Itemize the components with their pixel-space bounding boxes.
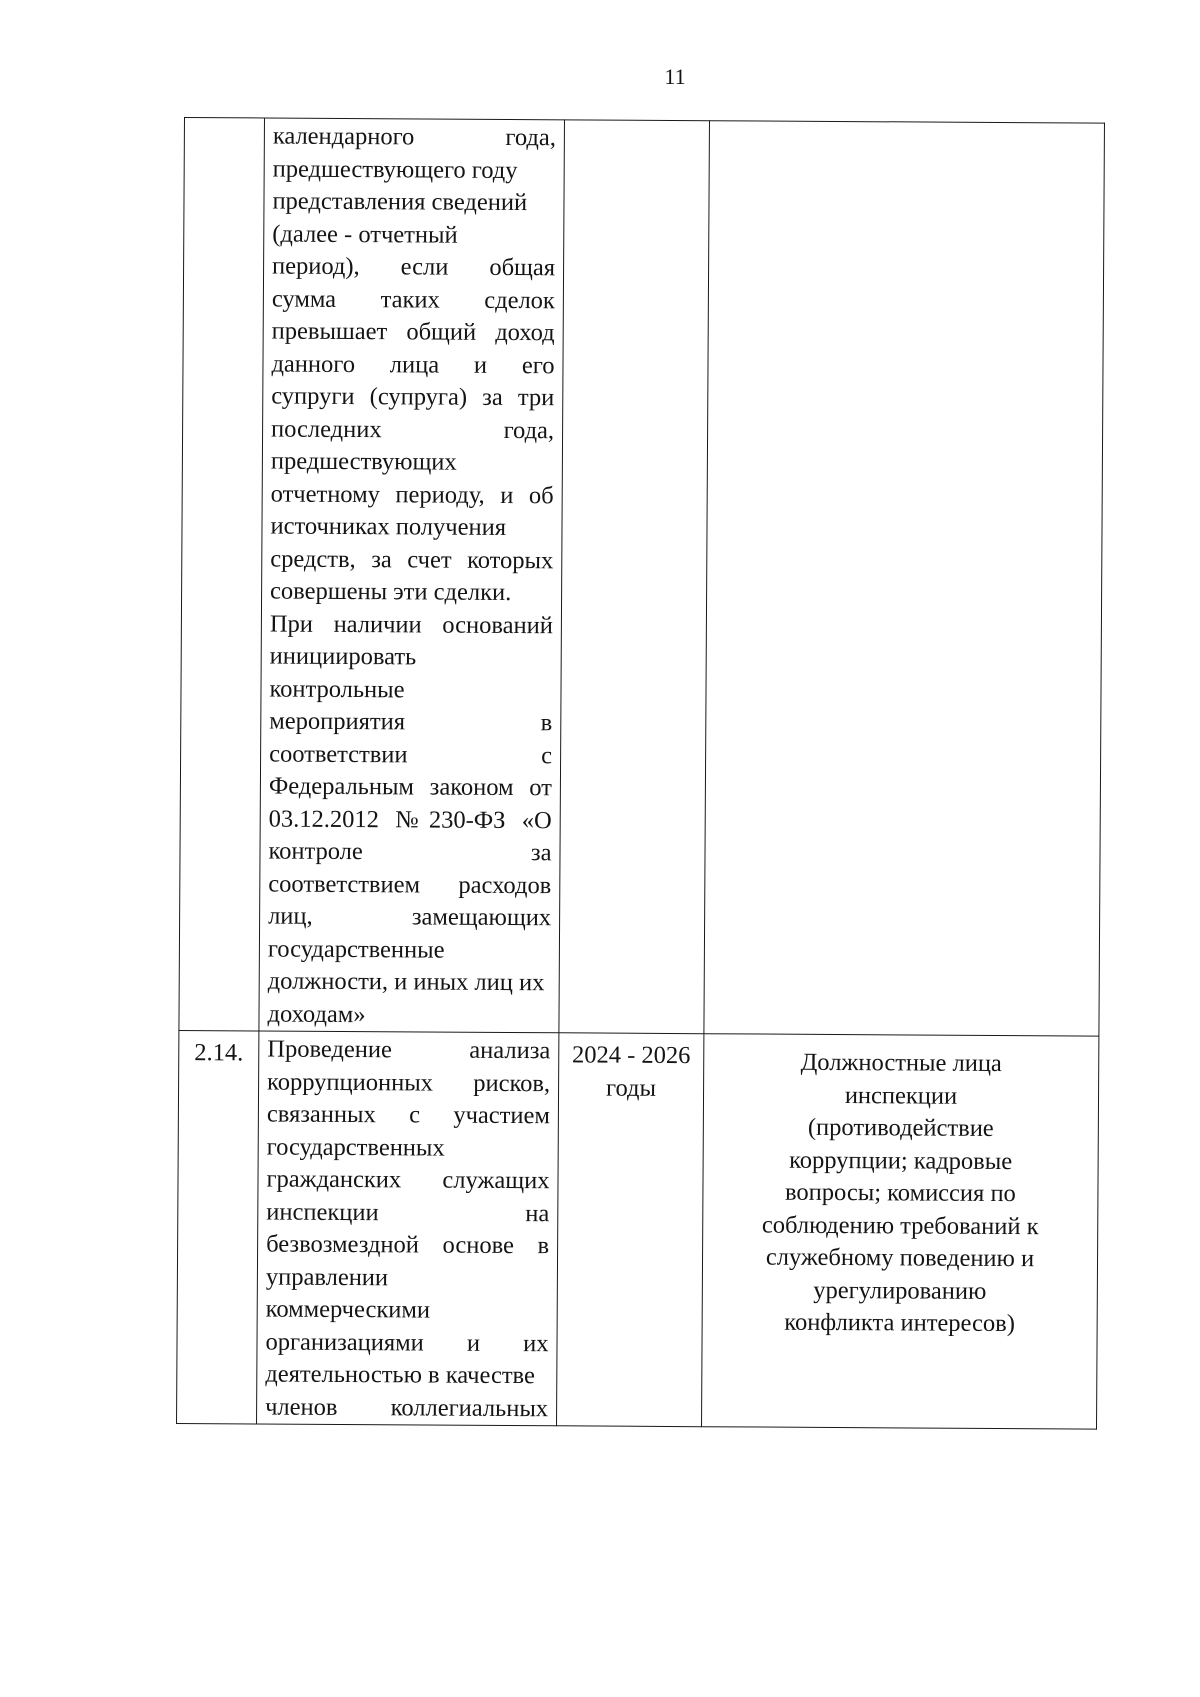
description-line: контрольные (269, 675, 405, 703)
description-line: Проведение анализа (267, 1035, 551, 1065)
description-line: контроле за (268, 837, 552, 867)
description-line: Федеральным законом от (268, 772, 552, 802)
description-text (259, 118, 564, 1032)
description-line: При наличии оснований (269, 610, 553, 639)
description-line: совершены эти сделки. (270, 577, 512, 607)
responsible-line: урегулированию (813, 1276, 987, 1305)
responsible-line: (противодействие (807, 1113, 994, 1142)
description-line: соответствием расходов (268, 870, 552, 899)
description-line: календарного года, (272, 122, 556, 152)
responsible-cell (704, 121, 1105, 1036)
description-line: период), если общая (272, 252, 556, 282)
description-line: организациями и их (265, 1328, 549, 1357)
description-cell (259, 118, 565, 1033)
responsible-cell (702, 1034, 1099, 1429)
description-line: деятельностью в качестве (265, 1360, 535, 1390)
description-text (257, 1031, 558, 1425)
term-line: 2024 - 2026 (571, 1041, 691, 1070)
row-number-cell (179, 118, 265, 1031)
responsible-line: инспекции (844, 1081, 958, 1110)
description-line: мероприятия в (269, 707, 553, 737)
responsible-line: коррупции; кадровые (789, 1146, 1013, 1175)
description-line: инспекции на (266, 1198, 550, 1227)
description-line: (далее - отчетный (272, 220, 458, 249)
term-cell (559, 120, 710, 1034)
description-line: средств, за счет которых (270, 545, 554, 574)
description-line: супруги (супруга) за три (271, 382, 555, 412)
term-line: годы (606, 1074, 657, 1102)
row-number-cell: 2.14. (177, 1030, 259, 1423)
description-line: должности, и иных лиц их (267, 967, 545, 997)
description-line: предшествующих (270, 447, 457, 476)
description-line: предшествующего году (272, 155, 518, 184)
description-line: данного лица и его (271, 350, 555, 379)
responsible-line: Должностные лица (800, 1048, 1002, 1078)
responsible-line: вопросы; комиссия по (784, 1178, 1016, 1208)
description-line: доходам» (267, 1000, 366, 1028)
description-line: безвозмездной основе в (266, 1230, 550, 1260)
description-line: гражданских служащих (266, 1165, 550, 1195)
description-line: связанных с участием (266, 1100, 550, 1130)
description-line: лиц, замещающих (268, 902, 552, 932)
description-line: отчетному периоду, и об (270, 480, 554, 509)
description-line: членов коллегиальных (265, 1393, 549, 1422)
term-cell (557, 1033, 704, 1427)
page-number: 11 (664, 64, 686, 89)
measures-table (176, 117, 1105, 1430)
table-row (177, 1030, 1099, 1429)
description-line: государственных (266, 1133, 445, 1162)
responsible-line: конфликта интересов) (784, 1308, 1016, 1338)
responsible-line: соблюдению требований к (761, 1211, 1039, 1240)
description-line: сумма таких сделок (271, 285, 555, 314)
table-row (179, 118, 1105, 1037)
description-line: 03.12.2012 №230-ФЗ «О (268, 805, 552, 834)
description-line: соответствии с (269, 740, 553, 769)
description-line: государственные (267, 935, 445, 964)
description-line: коммерческими (265, 1295, 431, 1324)
description-line: инициировать (269, 642, 417, 671)
description-line: превышает общий доход (271, 317, 555, 347)
description-cell (257, 1031, 559, 1426)
description-line: источниках получения (270, 512, 507, 541)
responsible-line: служебному поведению и (765, 1243, 1035, 1273)
description-line: последних года, (271, 415, 555, 444)
description-line: коррупционных рисков, (267, 1068, 551, 1097)
description-line: управлении (265, 1263, 389, 1291)
description-line: представления сведений (272, 187, 528, 217)
